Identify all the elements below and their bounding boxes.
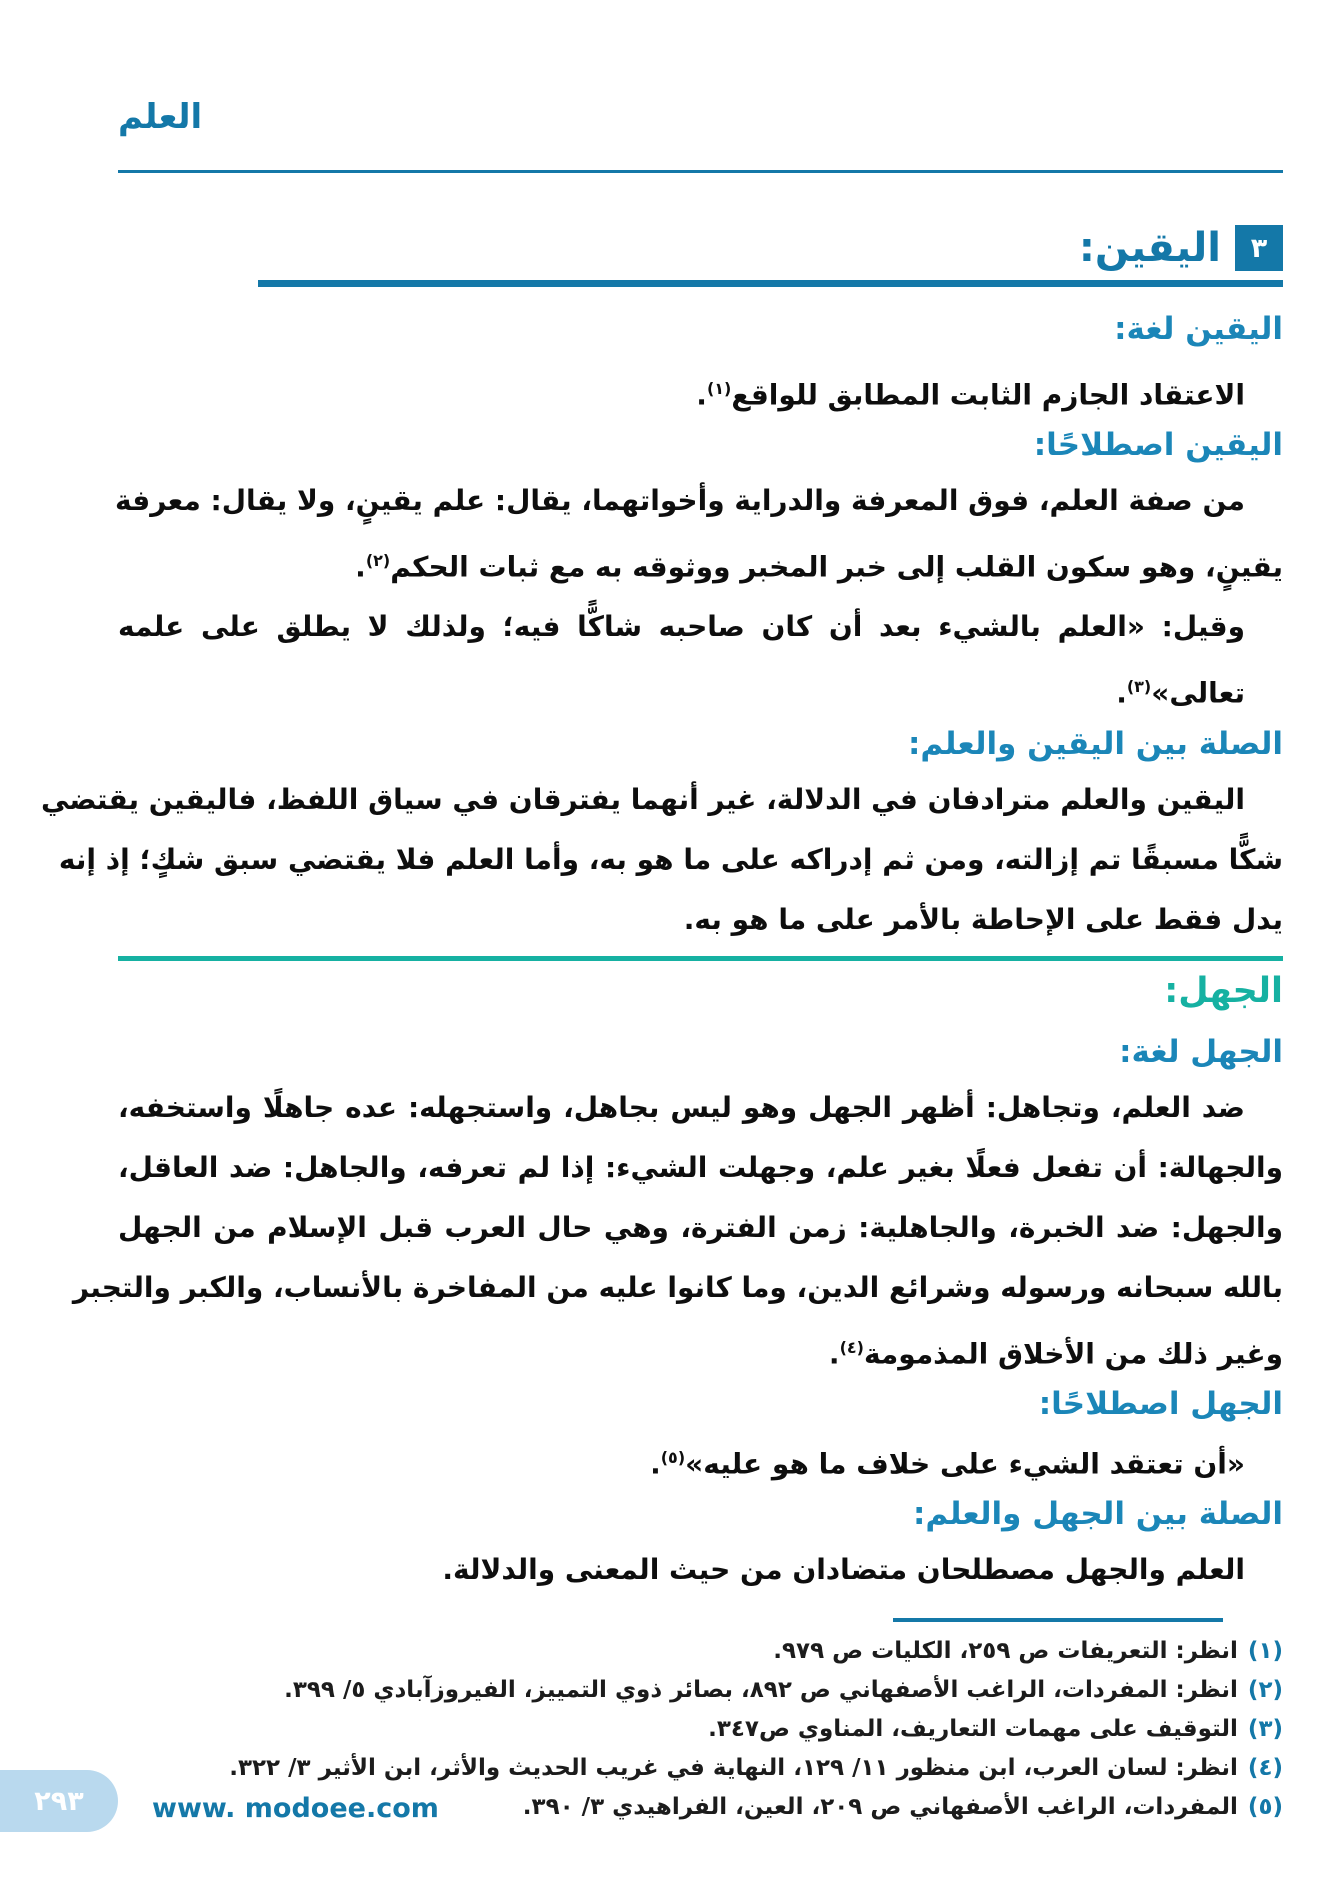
body-text: وغير ذلك من الأخلاق المذمومة [863, 1337, 1283, 1371]
body-text: . [650, 1447, 661, 1481]
paragraph-sila-yaqin [40, 770, 1283, 950]
footnote-ref-4: (٤) [839, 1337, 864, 1357]
section-heading-block [258, 225, 1283, 287]
body-line: بالله سبحانه ورسوله وشرائع الدين، وما كانوا عليه من المفاخرة بالأنساب، والكبر والتجبر [72, 1270, 1283, 1304]
section-heading-row [258, 225, 1283, 271]
footnote-ref-1: (١) [706, 378, 732, 398]
website-link[interactable]: www. modoee.com [152, 1793, 439, 1824]
footnote-text: المفردات، الراغب الأصفهاني ص ٢٠٩، العين، الفراهيدي ٣/ ٣٩٠. [522, 1794, 1238, 1821]
body-text: الاعتقاد الجازم الثابت المطابق للواقع [731, 378, 1245, 412]
body-text: وقيل: «العلم بالشيء بعد أن كان صاحبه شاكًّا فيه؛ ولذلك لا يطلق على علمه تعالى» [118, 610, 1245, 710]
subheading-sila-jahl-ilm: الصلة بين الجهل والعلم: [913, 1496, 1283, 1533]
heading-jahl: الجهل: [1164, 970, 1283, 1011]
body-line: العلم والجهل مصطلحان متضادان من حيث المعنى والدلالة. [442, 1553, 1245, 1587]
body-line [118, 597, 1283, 723]
footnote-label: (٣) [1247, 1716, 1283, 1743]
footnote-ref-3: (٣) [1126, 677, 1152, 697]
body-line: من صفة العلم، فوق المعرفة والدراية وأخواتهما، يقال: علم يقينٍ، ولا يقال: معرفة [114, 484, 1245, 518]
footnote-label: (٢) [1247, 1677, 1283, 1704]
footnote-ref-5: (٥) [660, 1448, 686, 1468]
paragraph-jahl-lugha-def [72, 1078, 1283, 1384]
footnote-text: انظر: التعريفات ص ٢٥٩، الكليات ص ٩٧٩. [773, 1638, 1238, 1665]
page-number: ٢٩٣ [34, 1785, 84, 1817]
body-text: «أن تعتقد الشيء على خلاف ما هو عليه» [685, 1447, 1245, 1481]
body-line: اليقين والعلم مترادفان في الدلالة، غير أنهما يفترقان في سياق اللفظ، فاليقين يقتضي [40, 782, 1245, 816]
body-line [118, 1428, 1283, 1494]
section-heading-rule [258, 280, 1283, 287]
body-text: . [1116, 676, 1127, 710]
footnote-label: (١) [1247, 1638, 1283, 1665]
footnote-label: (٤) [1247, 1755, 1283, 1782]
section-number: ٣ [1250, 232, 1268, 264]
section-number-badge [1235, 225, 1283, 271]
body-line: والجهالة: أن تفعل فعلًا بغير علم، وجهلت الشيء: إذا لم تعرفه، والجاهل: ضد العاقل، [118, 1150, 1283, 1184]
paragraph-yaqin-lugha-def [118, 359, 1283, 425]
body-line: ضد العلم، وتجاهل: أظهر الجهل وهو ليس بجاهل، واستجهله: عده جاهلًا واستخفه، [118, 1090, 1245, 1124]
footnote-label: (٥) [1247, 1794, 1283, 1821]
footnote-item [118, 1632, 1283, 1671]
footnote-text: انظر: لسان العرب، ابن منظور ١١/ ١٢٩، النهاية في غريب الحديث والأثر، ابن الأثير ٣/ ٣٢٢. [229, 1755, 1238, 1782]
body-line: شكًّا مسبقًا تم إزالته، ومن ثم إدراكه على ما هو به، وأما العلم فلا يقتضي سبق شكٍ؛ إذ إنه [58, 842, 1283, 876]
footnote-separator-rule [893, 1618, 1223, 1622]
body-text: . [355, 550, 366, 584]
body-line: والجهل: ضد الخبرة، والجاهلية: زمن الفترة، وهي حال العرب قبل الإسلام من الجهل [118, 1210, 1283, 1244]
paragraph-sila-jahl [118, 1540, 1283, 1600]
footnote-ref-2: (٢) [365, 551, 391, 571]
footnote-item [118, 1671, 1283, 1710]
header-rule [118, 170, 1283, 173]
body-line [118, 1318, 1283, 1384]
footnote-text: انظر: المفردات، الراغب الأصفهاني ص ٨٩٢، بصائر ذوي التمييز، الفيروزآبادي ٥/ ٣٩٩. [284, 1677, 1238, 1704]
body-text: . [828, 1337, 840, 1371]
subheading-yaqin-istilah: اليقين اصطلاحًا: [1033, 427, 1283, 464]
subheading-jahl-lugha: الجهل لغة: [1119, 1034, 1283, 1071]
subheading-yaqin-lugha: اليقين لغة: [1114, 311, 1283, 347]
body-text: يقينٍ، وهو سكون القلب إلى خبر المخبر ووثوقه به مع ثبات الحكم [390, 550, 1283, 584]
paragraph-jahl-istilah-def [118, 1428, 1283, 1494]
body-text: . [696, 378, 707, 412]
body-line [118, 531, 1283, 597]
page-number-badge [0, 1770, 118, 1832]
paragraph-yaqin-istilah-def [114, 471, 1283, 724]
teal-divider-rule [118, 956, 1283, 961]
body-line [118, 359, 1283, 425]
subheading-sila-yaqin-ilm: الصلة بين اليقين والعلم: [907, 725, 1283, 762]
body-line: يدل فقط على الإحاطة بالأمر على ما هو به. [683, 902, 1283, 936]
section-title: اليقين: [1078, 225, 1221, 271]
subheading-jahl-istilah: الجهل اصطلاحًا: [1038, 1386, 1283, 1423]
footnote-item [118, 1749, 1283, 1788]
footnote-item [118, 1710, 1283, 1749]
running-head-title: العلم [118, 97, 203, 137]
footnote-text: التوقيف على مهمات التعاريف، المناوي ص٣٤٧. [708, 1716, 1238, 1743]
